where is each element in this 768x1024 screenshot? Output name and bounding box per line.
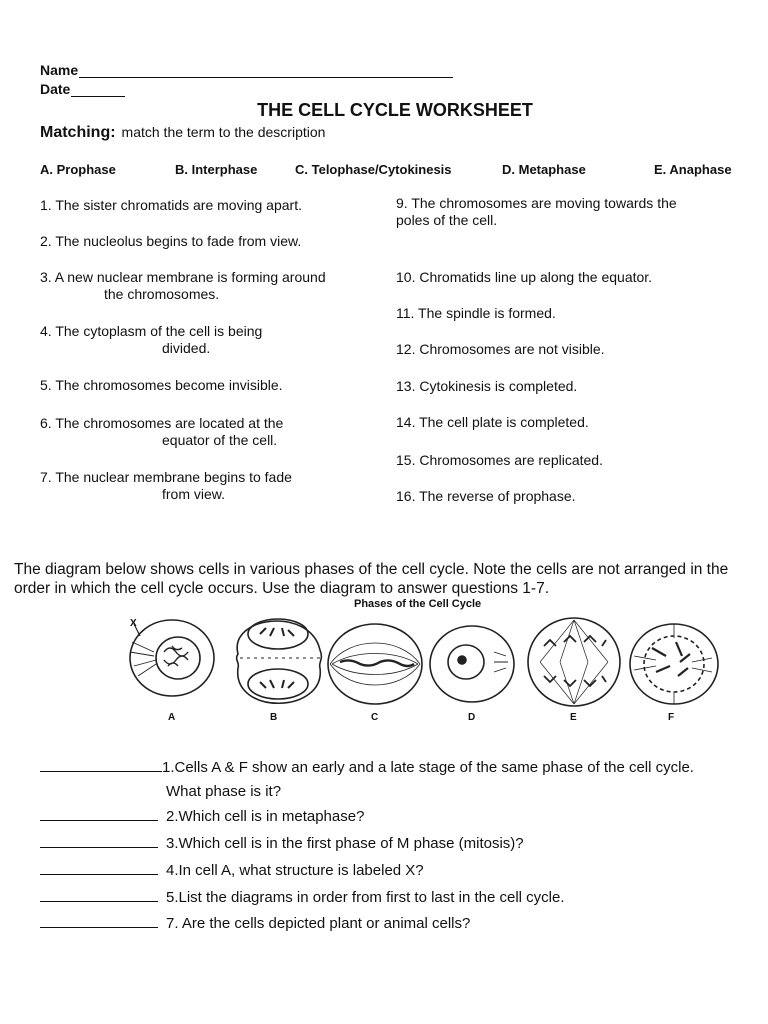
cell-label-a: A — [168, 712, 176, 723]
diagram-intro: The diagram below shows cells in various phases of the cell cycle. Note the cells are not arranged in the order in which the cell cycle occurs. Use the diagram to answer questions 1-7. — [14, 561, 729, 597]
matching-question-16 — [396, 488, 576, 505]
answer-question-text: 4.In cell A, what structure is labeled X? — [166, 862, 424, 879]
date-label: Date — [40, 81, 71, 97]
question-text: 7. The nuclear membrane begins to fade — [40, 469, 292, 485]
cell-a — [130, 620, 214, 696]
term-anaphase: E. Anaphase — [654, 162, 732, 177]
matching-instruction: match the term to the description — [121, 124, 326, 140]
matching-label: Matching: — [40, 124, 116, 141]
question-text-cont: divided. — [162, 340, 211, 356]
matching-question-6 — [40, 415, 283, 449]
question-text-cont: equator of the cell. — [162, 432, 278, 448]
question-text: 2. The nucleolus begins to fade from view. — [40, 233, 302, 249]
answer-question-text: 5.List the diagrams in order from first to last in the cell cycle. — [166, 889, 565, 906]
matching-question-1 — [40, 197, 302, 214]
question-text: 4. The cytoplasm of the cell is being — [40, 323, 263, 339]
cell-d — [430, 626, 514, 702]
question-text: 14. The cell plate is completed. — [396, 414, 589, 430]
question-text: 10. Chromatids line up along the equator. — [396, 269, 653, 285]
cell-label-c: C — [371, 712, 379, 723]
answer-question-3 — [40, 833, 524, 853]
question-text: 16. The reverse of prophase. — [396, 488, 576, 504]
question-text: 13. Cytokinesis is completed. — [396, 378, 578, 394]
answer-blank[interactable] — [40, 887, 158, 902]
question-text-cont: the chromosomes. — [104, 286, 220, 302]
answer-blank[interactable] — [40, 913, 158, 928]
answer-blank[interactable] — [40, 833, 158, 848]
matching-question-15 — [396, 452, 603, 469]
date-row — [40, 81, 125, 97]
answer-blank[interactable] — [40, 806, 158, 821]
term-metaphase: D. Metaphase — [502, 162, 586, 177]
question-text: 3. A new nuclear membrane is forming around — [40, 269, 326, 285]
question-text: 6. The chromosomes are located at the — [40, 415, 284, 431]
matching-question-10 — [396, 269, 652, 286]
name-row — [40, 62, 453, 78]
question-text: 9. The chromosomes are moving towards the — [396, 195, 677, 211]
cell-label-d: D — [468, 712, 476, 723]
matching-question-13 — [396, 378, 577, 395]
matching-question-11 — [396, 305, 556, 322]
matching-question-2 — [40, 233, 301, 250]
cell-cycle-diagram — [120, 606, 730, 726]
term-telophase: C. Telophase/Cytokinesis — [295, 162, 452, 177]
answer-blank[interactable] — [40, 757, 162, 772]
answer-question-text: 7. Are the cells depicted plant or animal cells? — [166, 915, 471, 932]
matching-instructions — [40, 124, 325, 142]
cell-label-b: B — [270, 712, 278, 723]
matching-question-5 — [40, 377, 283, 394]
marker-label-x: X — [130, 618, 137, 629]
answer-question-5 — [40, 887, 565, 907]
diagram-title: Phases of the Cell Cycle — [354, 598, 482, 610]
answer-question-2 — [40, 806, 364, 826]
cell-e — [528, 618, 620, 706]
name-label: Name — [40, 62, 79, 78]
question-text: 15. Chromosomes are replicated. — [396, 452, 603, 468]
answer-question-7 — [40, 913, 470, 933]
answer-question-1-followup: What phase is it? — [166, 783, 282, 800]
date-field[interactable] — [71, 82, 125, 97]
question-text: 11. The spindle is formed. — [396, 305, 556, 321]
term-prophase: A. Prophase — [40, 162, 116, 177]
cell-c — [328, 624, 422, 704]
answer-blank[interactable] — [40, 860, 158, 875]
answer-question-text: 2.Which cell is in metaphase? — [166, 808, 365, 825]
page-title: THE CELL CYCLE WORKSHEET — [257, 100, 533, 120]
question-text: 1. The sister chromatids are moving apart. — [40, 197, 302, 213]
answer-question-1 — [40, 757, 694, 777]
matching-question-9 — [396, 195, 677, 229]
question-text: 5. The chromosomes become invisible. — [40, 377, 283, 393]
cell-b — [237, 619, 322, 703]
matching-question-12 — [396, 341, 605, 358]
answer-question-text: 3.Which cell is in the first phase of M phase (mitosis)? — [166, 835, 524, 852]
term-interphase: B. Interphase — [175, 162, 258, 177]
matching-question-7 — [40, 469, 292, 503]
matching-question-14 — [396, 414, 589, 431]
question-text-cont: from view. — [162, 486, 226, 502]
cell-label-f: F — [668, 712, 675, 723]
cell-f — [630, 624, 718, 704]
matching-question-4 — [40, 323, 262, 357]
question-text-cont: poles of the cell. — [396, 212, 498, 228]
question-text: 12. Chromosomes are not visible. — [396, 341, 605, 357]
cell-label-e: E — [570, 712, 577, 723]
name-field[interactable] — [79, 63, 453, 78]
answer-question-text: 1.Cells A & F show an early and a late stage of the same phase of the cell cycle. — [162, 759, 694, 776]
answer-question-4 — [40, 860, 424, 880]
matching-question-3 — [40, 269, 326, 303]
